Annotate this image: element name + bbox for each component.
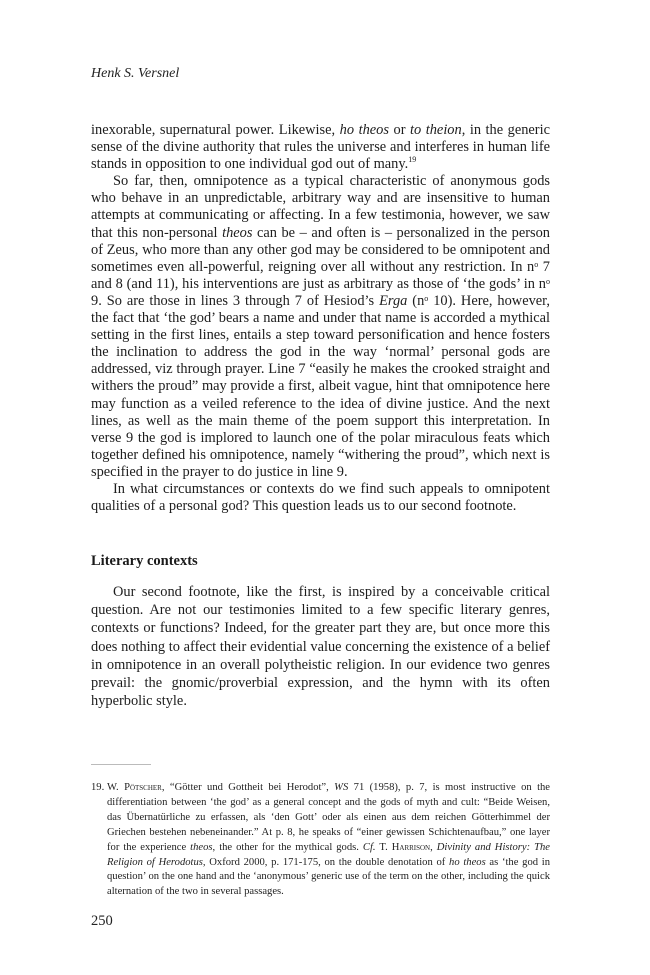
text-run: 71 (1958), p. 7, is most instructive on the differentiation between ‘the god’ as a general concept and the gods of myth and cult: “Beide Weisen, das Übernatürliche zu erfassen, als ‘den Gott’ oder als einen aus dem reichen Götterhimmel der Griechen bestehen nebeneinander.” At p. 8, he speaks of “einer gewissen Schichtenaufbau,” one layer for the experience bbox=[107, 782, 551, 853]
page-number: 250 bbox=[91, 913, 113, 929]
text-run: as ‘the god in question’ on the one hand and the ‘anonymous’ generic use of the term on the other, including the quick alternation of the two in several passages. bbox=[107, 856, 551, 898]
text-run: , the other for the mythical gods. bbox=[212, 841, 363, 853]
text-run: W. bbox=[107, 782, 125, 793]
footnote-19 bbox=[91, 781, 550, 900]
italic-term: theos bbox=[190, 841, 213, 853]
author-name: Pötscher bbox=[124, 782, 162, 793]
italic-term: ho theos bbox=[339, 122, 389, 138]
text-run: 10). Here, however, the fact that ‘the god’ bears a name and under that name is accorded a mythical setting in the first lines, entails a step toward personification and hence fosters the inclination to address the god in the way ‘normal’ personal gods are addressed, viz through prayer. Line 7 “easily he makes the crooked straight and withers the proud” may provide a first, albeit vague, hint that omnipotence here may function as a veiled reference to the idea of divine justice. And the next lines, as well as the main theme of the poem support this interpretation. In verse 9 the god is implored to launch one of the polar miraculous feats which together defined his omnipotence, namely “withering the proud”, which next is specified in the prayer to do justice in line 9. bbox=[91, 292, 550, 480]
author-name: Harrison bbox=[391, 841, 431, 853]
italic-term: Cf. bbox=[362, 841, 376, 853]
running-head: Henk S. Versnel bbox=[91, 66, 180, 81]
numero-superscript: o bbox=[424, 293, 429, 303]
italic-term: ho theos bbox=[449, 856, 486, 868]
text-run: (n bbox=[407, 292, 425, 309]
text-run: or bbox=[388, 122, 411, 138]
text-run: , in the generic sense of the divine authority that rules the universe and interferes in human life stands in opposition to one individual god out of many. bbox=[91, 122, 550, 173]
text-run: , bbox=[430, 841, 437, 853]
journal-title: WS bbox=[334, 782, 349, 793]
section-text bbox=[91, 583, 550, 710]
footnote-body bbox=[107, 781, 550, 900]
text-run: can be – and often is – personalized in the person of Zeus, who more than any other god may be considered to be omnipotent and sometimes even all-powerful, reigning over all without any restriction. In n bbox=[91, 224, 550, 275]
paragraph-1 bbox=[91, 122, 550, 173]
paragraph-2 bbox=[91, 173, 550, 481]
paragraph-3: In what circumstances or contexts do we find such appeals to omnipotent qualities of a personal god? This question leads us to our second footnote. bbox=[91, 480, 550, 515]
text-run: 7 and 8 (and 11), his interventions are just as arbitrary as those of ‘the gods’ in n bbox=[91, 258, 550, 292]
section-heading: Literary contexts bbox=[91, 553, 198, 569]
footnote-separator bbox=[91, 764, 151, 765]
numero-superscript: o bbox=[546, 276, 550, 286]
footnote-reference[interactable]: 19 bbox=[408, 155, 417, 165]
italic-term: Erga bbox=[379, 292, 408, 309]
numero-superscript: o bbox=[534, 259, 539, 269]
italic-term: to theion bbox=[410, 122, 462, 138]
text-run: 9. So are those in lines 3 through 7 of Hesiod’s bbox=[91, 292, 380, 309]
book-title: Divinity and History: The Religion of Herodotus, bbox=[107, 841, 550, 868]
text-run: inexorable, supernatural power. Likewise, bbox=[91, 122, 340, 138]
footnote-number: 19. bbox=[91, 782, 105, 793]
section-paragraph: Our second footnote, like the first, is inspired by a conceivable critical question. Are not our testimonies limited to a few specific literary genres, contexts or functions? Indeed, for the greater part they are, but once more this does nothing to affect their evidential value concerning the existence of a belief in omnipotence in an overall polytheistic religion. In our evidence two genres prevail: the gnomic/proverbial expression, and the hymn with its often hyperbolic style. bbox=[91, 584, 550, 710]
text-run: Oxford 2000, p. 171-175, on the double denotation of bbox=[205, 856, 450, 868]
text-run: So far, then, omnipotence as a typical characteristic of anonymous gods who behave in an unpredictable, arbitrary way and are insensitive to human attempts at communicating or affecting. In a few testimonia, however, we saw that this non-personal bbox=[91, 173, 550, 241]
italic-term: theos bbox=[222, 224, 253, 241]
text-run: , “Götter und Gottheit bei Herodot”, bbox=[161, 782, 335, 793]
body-text bbox=[91, 122, 550, 515]
text-run: T. bbox=[375, 841, 392, 853]
